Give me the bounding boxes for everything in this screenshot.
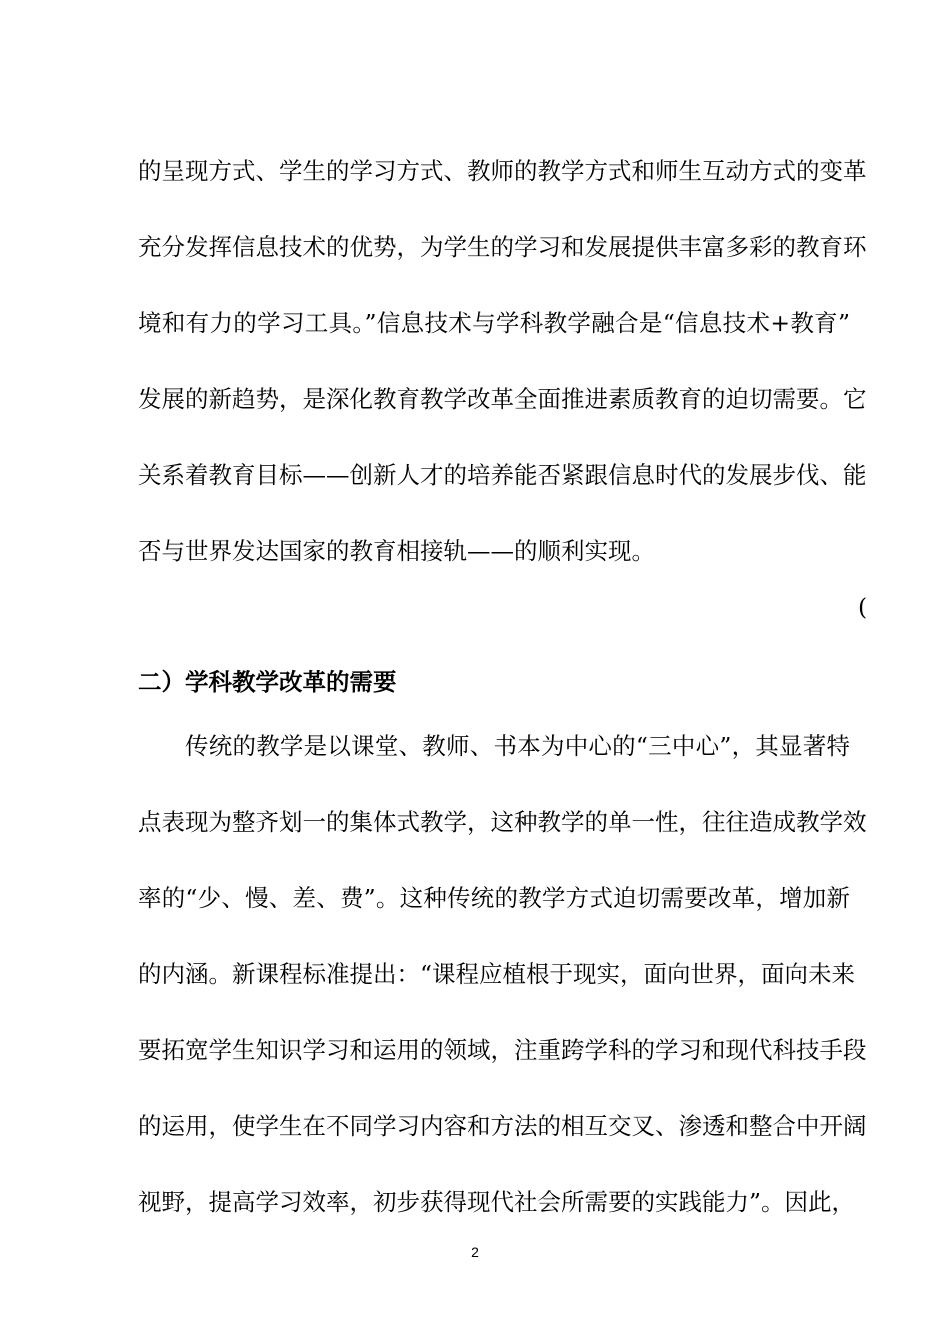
text-line: 的呈现方式、学生的学习方式、教师的教学方式和师生互动方式的变革 bbox=[138, 157, 867, 185]
text-line: 的运用，使学生在不同学习内容和方法的相互交叉、渗透和整合中开阔 bbox=[138, 1112, 867, 1140]
text-line: 发展的新趋势，是深化教育教学改革全面推进素质教育的迫切需要。它 bbox=[138, 385, 867, 413]
text-line: 视野，提高学习效率，初步获得现代社会所需要的实践能力”。因此， bbox=[138, 1188, 856, 1216]
text-line: 率的“少、慢、差、费”。这种传统的教学方式迫切需要改革，增加新 bbox=[138, 884, 850, 912]
text-line: 充分发挥信息技术的优势，为学生的学习和发展提供丰富多彩的教育环 bbox=[138, 233, 867, 261]
text-line: 境和有力的学习工具。”信息技术与学科教学融合是“信息技术+教育” bbox=[138, 309, 850, 337]
text-line: 传统的教学是以课堂、教师、书本为中心的“三中心”，其显著特 bbox=[185, 732, 850, 760]
section-heading: 二）学科教学改革的需要 bbox=[138, 668, 397, 696]
text-line: 要拓宽学生知识学习和运用的领域，注重跨学科的学习和现代科技手段 bbox=[138, 1036, 867, 1064]
text-line: 关系着教育目标——创新人才的培养能否紧跟信息时代的发展步伐、能 bbox=[138, 461, 867, 489]
text-line: 点表现为整齐划一的集体式教学，这种教学的单一性，往往造成教学效 bbox=[138, 808, 867, 836]
text-line: 的内涵。新课程标准提出：“课程应植根于现实，面向世界，面向未来 bbox=[138, 960, 856, 988]
text-line: 否与世界发达国家的教育相接轨——的顺利实现。 bbox=[138, 537, 655, 565]
stray-parenthesis: ( bbox=[858, 593, 868, 621]
page-number: 2 bbox=[471, 1244, 479, 1260]
